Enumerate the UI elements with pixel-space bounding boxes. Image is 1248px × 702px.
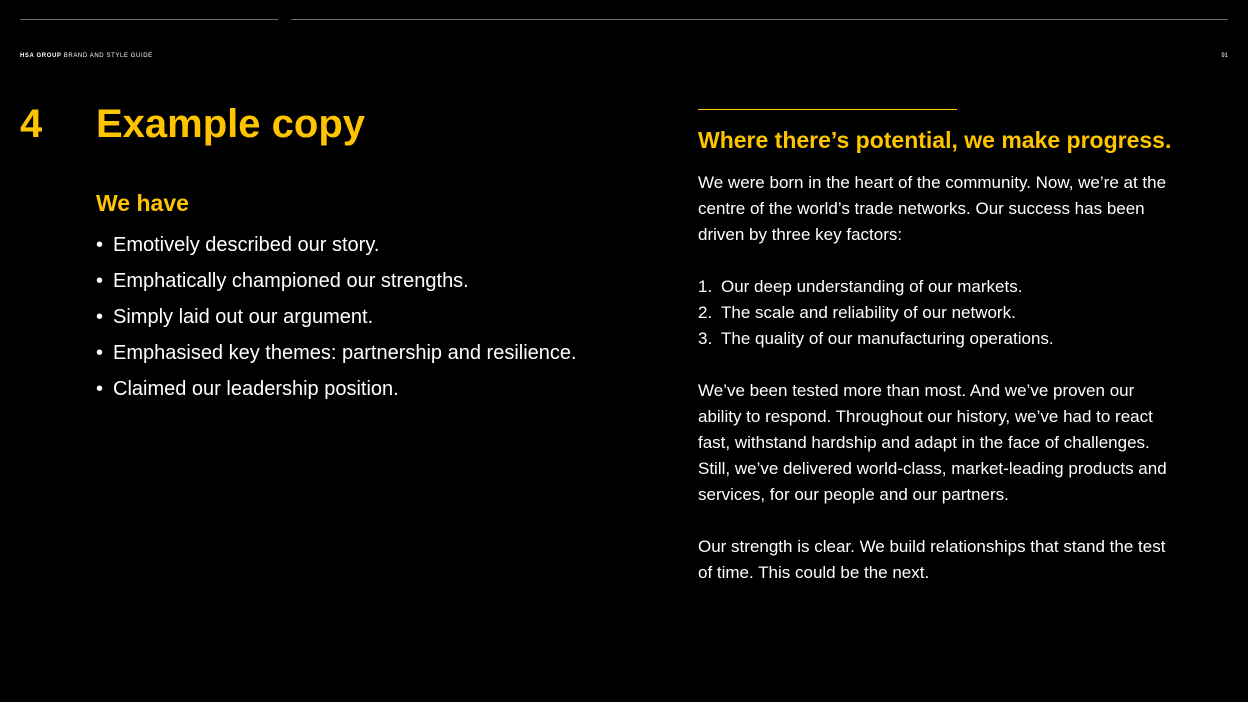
brand-name: HSA GROUP — [20, 53, 62, 59]
bullet-icon: • — [96, 306, 104, 328]
intro-paragraph: We were born in the heart of the community. Now, we’re at the centre of the world’s trade networks. Our success has been driven by three key factors: — [698, 173, 1167, 244]
page-title: Example copy — [96, 102, 366, 146]
list-item — [96, 227, 656, 263]
list-item — [698, 326, 1178, 352]
list-item — [96, 371, 656, 407]
list-item — [698, 274, 1178, 300]
guide-title: BRAND AND STYLE GUIDE — [63, 53, 153, 59]
example-heading: Where there’s potential, we make progress. — [698, 127, 1172, 153]
list-item — [96, 335, 656, 371]
list-item-text: Our deep understanding of our markets. — [721, 277, 1023, 296]
top-rule-right — [291, 19, 1228, 20]
bullet-icon: • — [96, 270, 104, 292]
list-item — [96, 299, 656, 335]
page-number: 91 — [1221, 53, 1228, 59]
closing-paragraph: Our strength is clear. We build relationships that stand the test of time. This could be the next. — [698, 537, 1166, 582]
list-item — [698, 300, 1178, 326]
body-paragraph: We’ve been tested more than most. And we’ve proven our ability to respond. Throughout our history, we’ve had to react fast, withstand hardship and adapt in the face of challenges. Still, we’ve delivered world-class, market-leading products and services, for our people and our partners. — [698, 381, 1167, 504]
bullet-icon: • — [96, 342, 104, 364]
bullet-icon: • — [96, 234, 104, 256]
we-have-list — [96, 227, 656, 407]
we-have-heading: We have — [96, 190, 189, 216]
list-item-text: Claimed our leadership position. — [113, 378, 399, 400]
list-item-text: Emphatically championed our strengths. — [113, 270, 469, 292]
running-header — [20, 53, 153, 59]
list-item-text: The quality of our manufacturing operations. — [721, 329, 1054, 348]
list-number: 1. — [698, 277, 713, 296]
key-factors-list — [698, 274, 1178, 352]
example-body-copy — [698, 170, 1178, 612]
list-item — [96, 263, 656, 299]
section-number: 4 — [20, 102, 43, 146]
list-item-text: Emphasised key themes: partnership and resilience. — [113, 342, 577, 364]
list-number: 2. — [698, 303, 713, 322]
accent-rule — [698, 109, 957, 110]
list-item-text: Simply laid out our argument. — [113, 306, 374, 328]
bullet-icon: • — [96, 378, 104, 400]
list-item-text: The scale and reliability of our network. — [721, 303, 1016, 322]
list-number: 3. — [698, 329, 713, 348]
list-item-text: Emotively described our story. — [113, 234, 380, 256]
top-rule-left — [20, 19, 278, 20]
